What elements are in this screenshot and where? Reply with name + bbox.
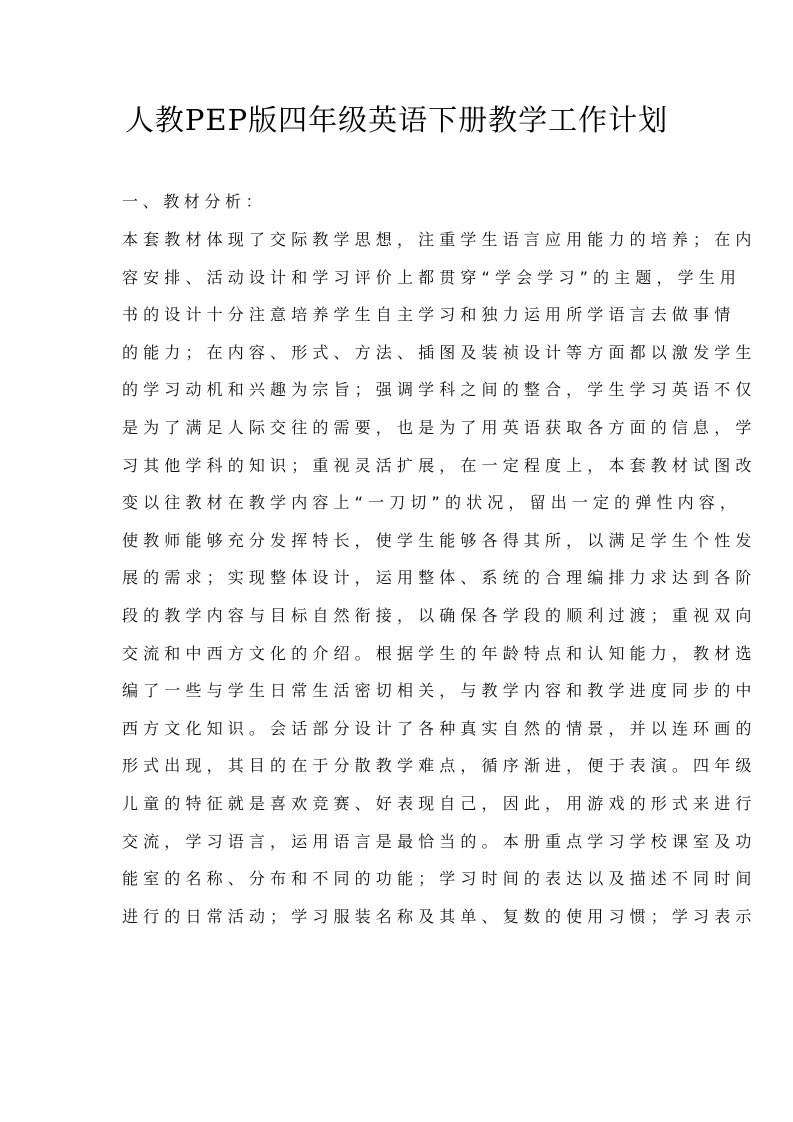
document-title: 人教PEP版四年级英语下册教学工作计划	[124, 103, 669, 137]
body-line: 西方文化知识。会话部分设计了各种真实自然的情景，并以连环画的	[122, 718, 757, 738]
body-line: 段的教学内容与目标自然衔接，以确保各学段的顺利过渡；重视双向	[122, 605, 757, 625]
body-line: 容安排、活动设计和学习评价上都贯穿“学会学习”的主题，学生用	[122, 267, 742, 287]
body-line: 习其他学科的知识；重视灵活扩展，在一定程度上，本套教材试图改	[122, 455, 757, 475]
body-line: 书的设计十分注意培养学生自主学习和独力运用所学语言去做事情	[122, 305, 736, 325]
body-line: 使教师能够充分发挥特长，使学生能够各得其所，以满足学生个性发	[122, 530, 757, 550]
body-line: 展的需求；实现整体设计，运用整体、系统的合理编排力求达到各阶	[122, 568, 757, 588]
section-heading: 一、教材分析：	[122, 192, 267, 211]
body-line: 的能力；在内容、形式、方法、插图及装祯设计等方面都以激发学生	[122, 342, 757, 362]
body-line: 交流，学习语言，运用语言是最恰当的。本册重点学习学校课室及功	[122, 831, 757, 851]
body-line: 变以往教材在教学内容上“一刀切”的状况，留出一定的弹性内容，	[122, 493, 742, 513]
section-body	[122, 226, 757, 940]
body-line: 的学习动机和兴趣为宗旨；强调学科之间的整合，学生学习英语不仅	[122, 380, 757, 400]
body-line: 能室的名称、分布和不同的功能；学习时间的表达以及描述不同时间	[122, 869, 757, 889]
body-line: 儿童的特征就是喜欢竞赛、好表现自己，因此，用游戏的形式来进行	[122, 793, 757, 813]
body-line: 形式出现，其目的在于分散教学难点，循序渐进，便于表演。四年级	[122, 756, 757, 776]
body-line: 进行的日常活动；学习服装名称及其单、复数的使用习惯；学习表示	[122, 906, 757, 926]
body-line: 本套教材体现了交际教学思想，注重学生语言应用能力的培养；在内	[122, 230, 757, 249]
body-line: 编了一些与学生日常生活密切相关，与教学内容和教学进度同步的中	[122, 681, 757, 701]
body-line: 是为了满足人际交往的需要，也是为了用英语获取各方面的信息，学	[122, 417, 757, 437]
body-line: 交流和中西方文化的介绍。根据学生的年龄特点和认知能力，教材选	[122, 643, 757, 663]
